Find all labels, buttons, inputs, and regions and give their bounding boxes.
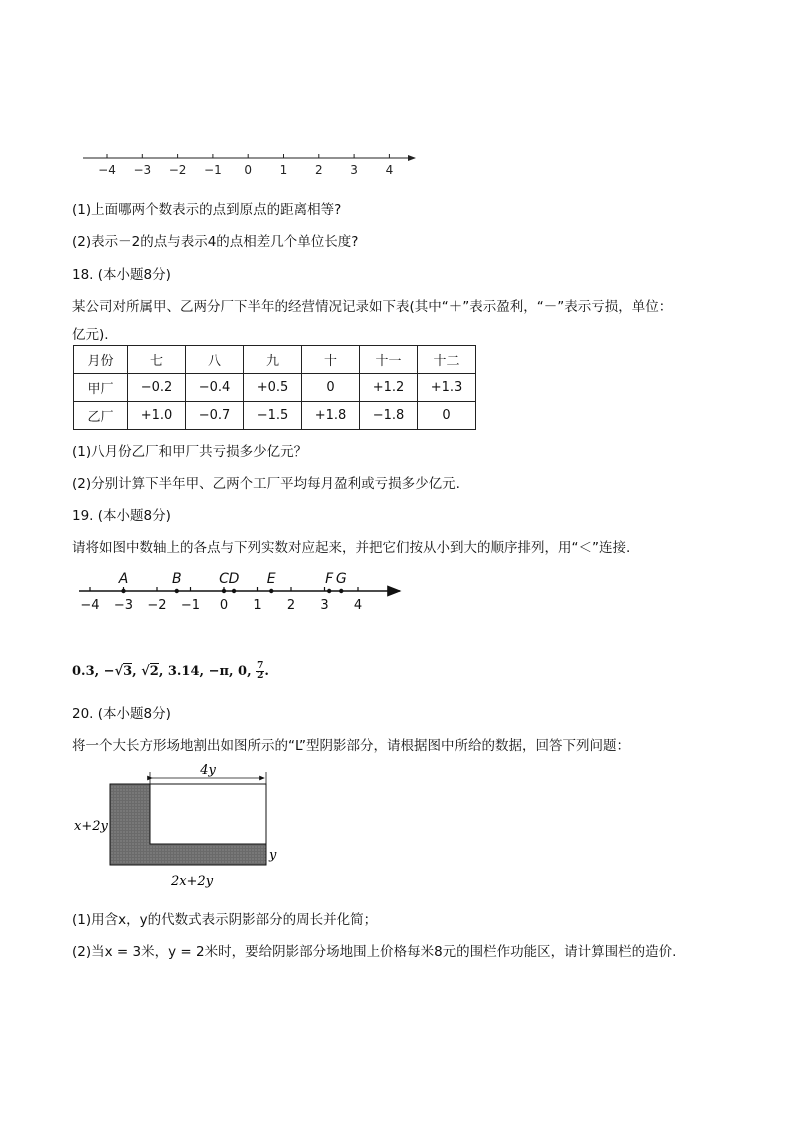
tick-label: 2 [286, 598, 296, 613]
sqrt-sign: √ [114, 664, 124, 679]
table-cell: +1.2 [360, 374, 418, 402]
table-row [74, 402, 476, 430]
tick-label: 1 [253, 598, 262, 613]
point-label: G [335, 571, 347, 587]
number-line-1 [75, 145, 435, 185]
q18-sub1: (1)八月份乙厂和甲厂共亏损多少亿元？ [72, 444, 308, 460]
q18-intro-line2: 亿元). [72, 327, 109, 343]
q17-sub2: (2)表示－2的点与表示4的点相差几个单位长度? [72, 234, 359, 250]
tick-label: −4 [98, 163, 116, 177]
table-cell: +1.3 [418, 374, 476, 402]
tick-label: −2 [168, 163, 187, 177]
tick-label: 2 [314, 163, 323, 177]
sqrt2-radicand: 2 [149, 664, 159, 679]
tick-label: −3 [113, 598, 134, 613]
tick-label: 1 [279, 163, 288, 177]
point-c [222, 589, 226, 593]
tick-label: 3 [350, 163, 358, 177]
q20-intro: 将一个大长方形场地割出如图所示的“L”型阴影部分，请根据图中所给的数据，回答下列问题： [72, 738, 630, 754]
sqrt3-radicand: 3 [123, 664, 133, 679]
numbers-part1: 0.3, − [72, 664, 115, 679]
numbers-part2: , 3.14, −π, 0, [158, 664, 257, 679]
q19-intro: 请将如图中数轴上的各点与下列实数对应起来，并把它们按从小到大的顺序排列，用“＜”连接. [72, 540, 631, 556]
point-label: B [171, 571, 182, 587]
tick-label: 0 [244, 163, 253, 177]
point-label: D [228, 571, 240, 587]
number-line-2 [75, 568, 415, 618]
unshaded-rectangle [150, 784, 266, 844]
q18-sub2: (2)分别计算下半年甲、乙两个工厂平均每月盈利或亏损多少亿元. [72, 476, 460, 492]
table-cell: −0.2 [128, 374, 186, 402]
l-shape-diagram [72, 762, 312, 892]
table-cell: 0 [302, 374, 360, 402]
tick-label: 0 [219, 598, 229, 613]
table-header-cell: 十二 [418, 346, 476, 374]
table-cell: 0 [418, 402, 476, 430]
q18-header: 18. (本小题8分) [72, 267, 171, 283]
table-header-row [74, 346, 476, 374]
fraction-numerator: 7 [257, 661, 264, 671]
table-header-cell: 十一 [360, 346, 418, 374]
label-bottom: 2x+2y [170, 874, 214, 889]
q18-intro-line1: 某公司对所属甲、乙两分厂下半年的经营情况记录如下表(其中“＋”表示盈利，“－”表示亏损，单位： [72, 299, 673, 315]
numbers-sep1: , [132, 664, 142, 679]
label-left: x+2y [74, 819, 108, 834]
label-top: 4y [200, 763, 216, 778]
q20-header: 20. (本小题8分) [72, 706, 171, 722]
table-cell: −0.4 [186, 374, 244, 402]
tick-label: −1 [180, 598, 201, 613]
fraction-denominator: 2 [257, 671, 264, 681]
table-header-cell: 七 [128, 346, 186, 374]
table-cell: 乙厂 [74, 402, 128, 430]
point-label: A [118, 571, 129, 587]
point-e [269, 589, 273, 593]
point-d [232, 589, 236, 593]
tick-label: −3 [133, 163, 152, 177]
q20-sub2: (2)当x = 3米，y = 2米时，要给阴影部分场地围上价格每米8元的围栏作功能区，请计算围栏的造价. [72, 944, 677, 960]
tick-label: 4 [385, 163, 394, 177]
point-g [339, 589, 343, 593]
table-header-cell: 八 [186, 346, 244, 374]
tick-label: −4 [80, 598, 100, 613]
tick-label: −1 [204, 163, 222, 177]
numbers-end: . [264, 664, 269, 679]
tick-label: 3 [320, 598, 329, 613]
table-cell: −1.5 [244, 402, 302, 430]
table-header-cell: 月份 [74, 346, 128, 374]
table-cell: −0.7 [186, 402, 244, 430]
q19-numbers [72, 662, 269, 681]
q17-sub1: (1)上面哪两个数表示的点到原点的距离相等? [72, 202, 342, 218]
table-header-cell: 十 [302, 346, 360, 374]
table-cell: +1.0 [128, 402, 186, 430]
table-header-cell: 九 [244, 346, 302, 374]
point-label: F [325, 571, 334, 587]
table-cell: −1.8 [360, 402, 418, 430]
table-cell: 甲厂 [74, 374, 128, 402]
profit-table [73, 345, 476, 430]
table-cell: +1.8 [302, 402, 360, 430]
sqrt-sign: √ [141, 664, 150, 679]
point-label: E [266, 571, 276, 587]
q20-sub1: (1)用含x，y的代数式表示阴影部分的周长并化简； [72, 912, 378, 928]
point-b [175, 589, 179, 593]
tick-label: −2 [147, 598, 167, 613]
point-label: C [219, 571, 229, 587]
point-f [327, 589, 331, 593]
table-cell: +0.5 [244, 374, 302, 402]
tick-label: 4 [353, 598, 363, 613]
label-right: y [269, 848, 277, 863]
point-a [121, 589, 125, 593]
q19-header: 19. (本小题8分) [72, 508, 171, 524]
table-row [74, 374, 476, 402]
